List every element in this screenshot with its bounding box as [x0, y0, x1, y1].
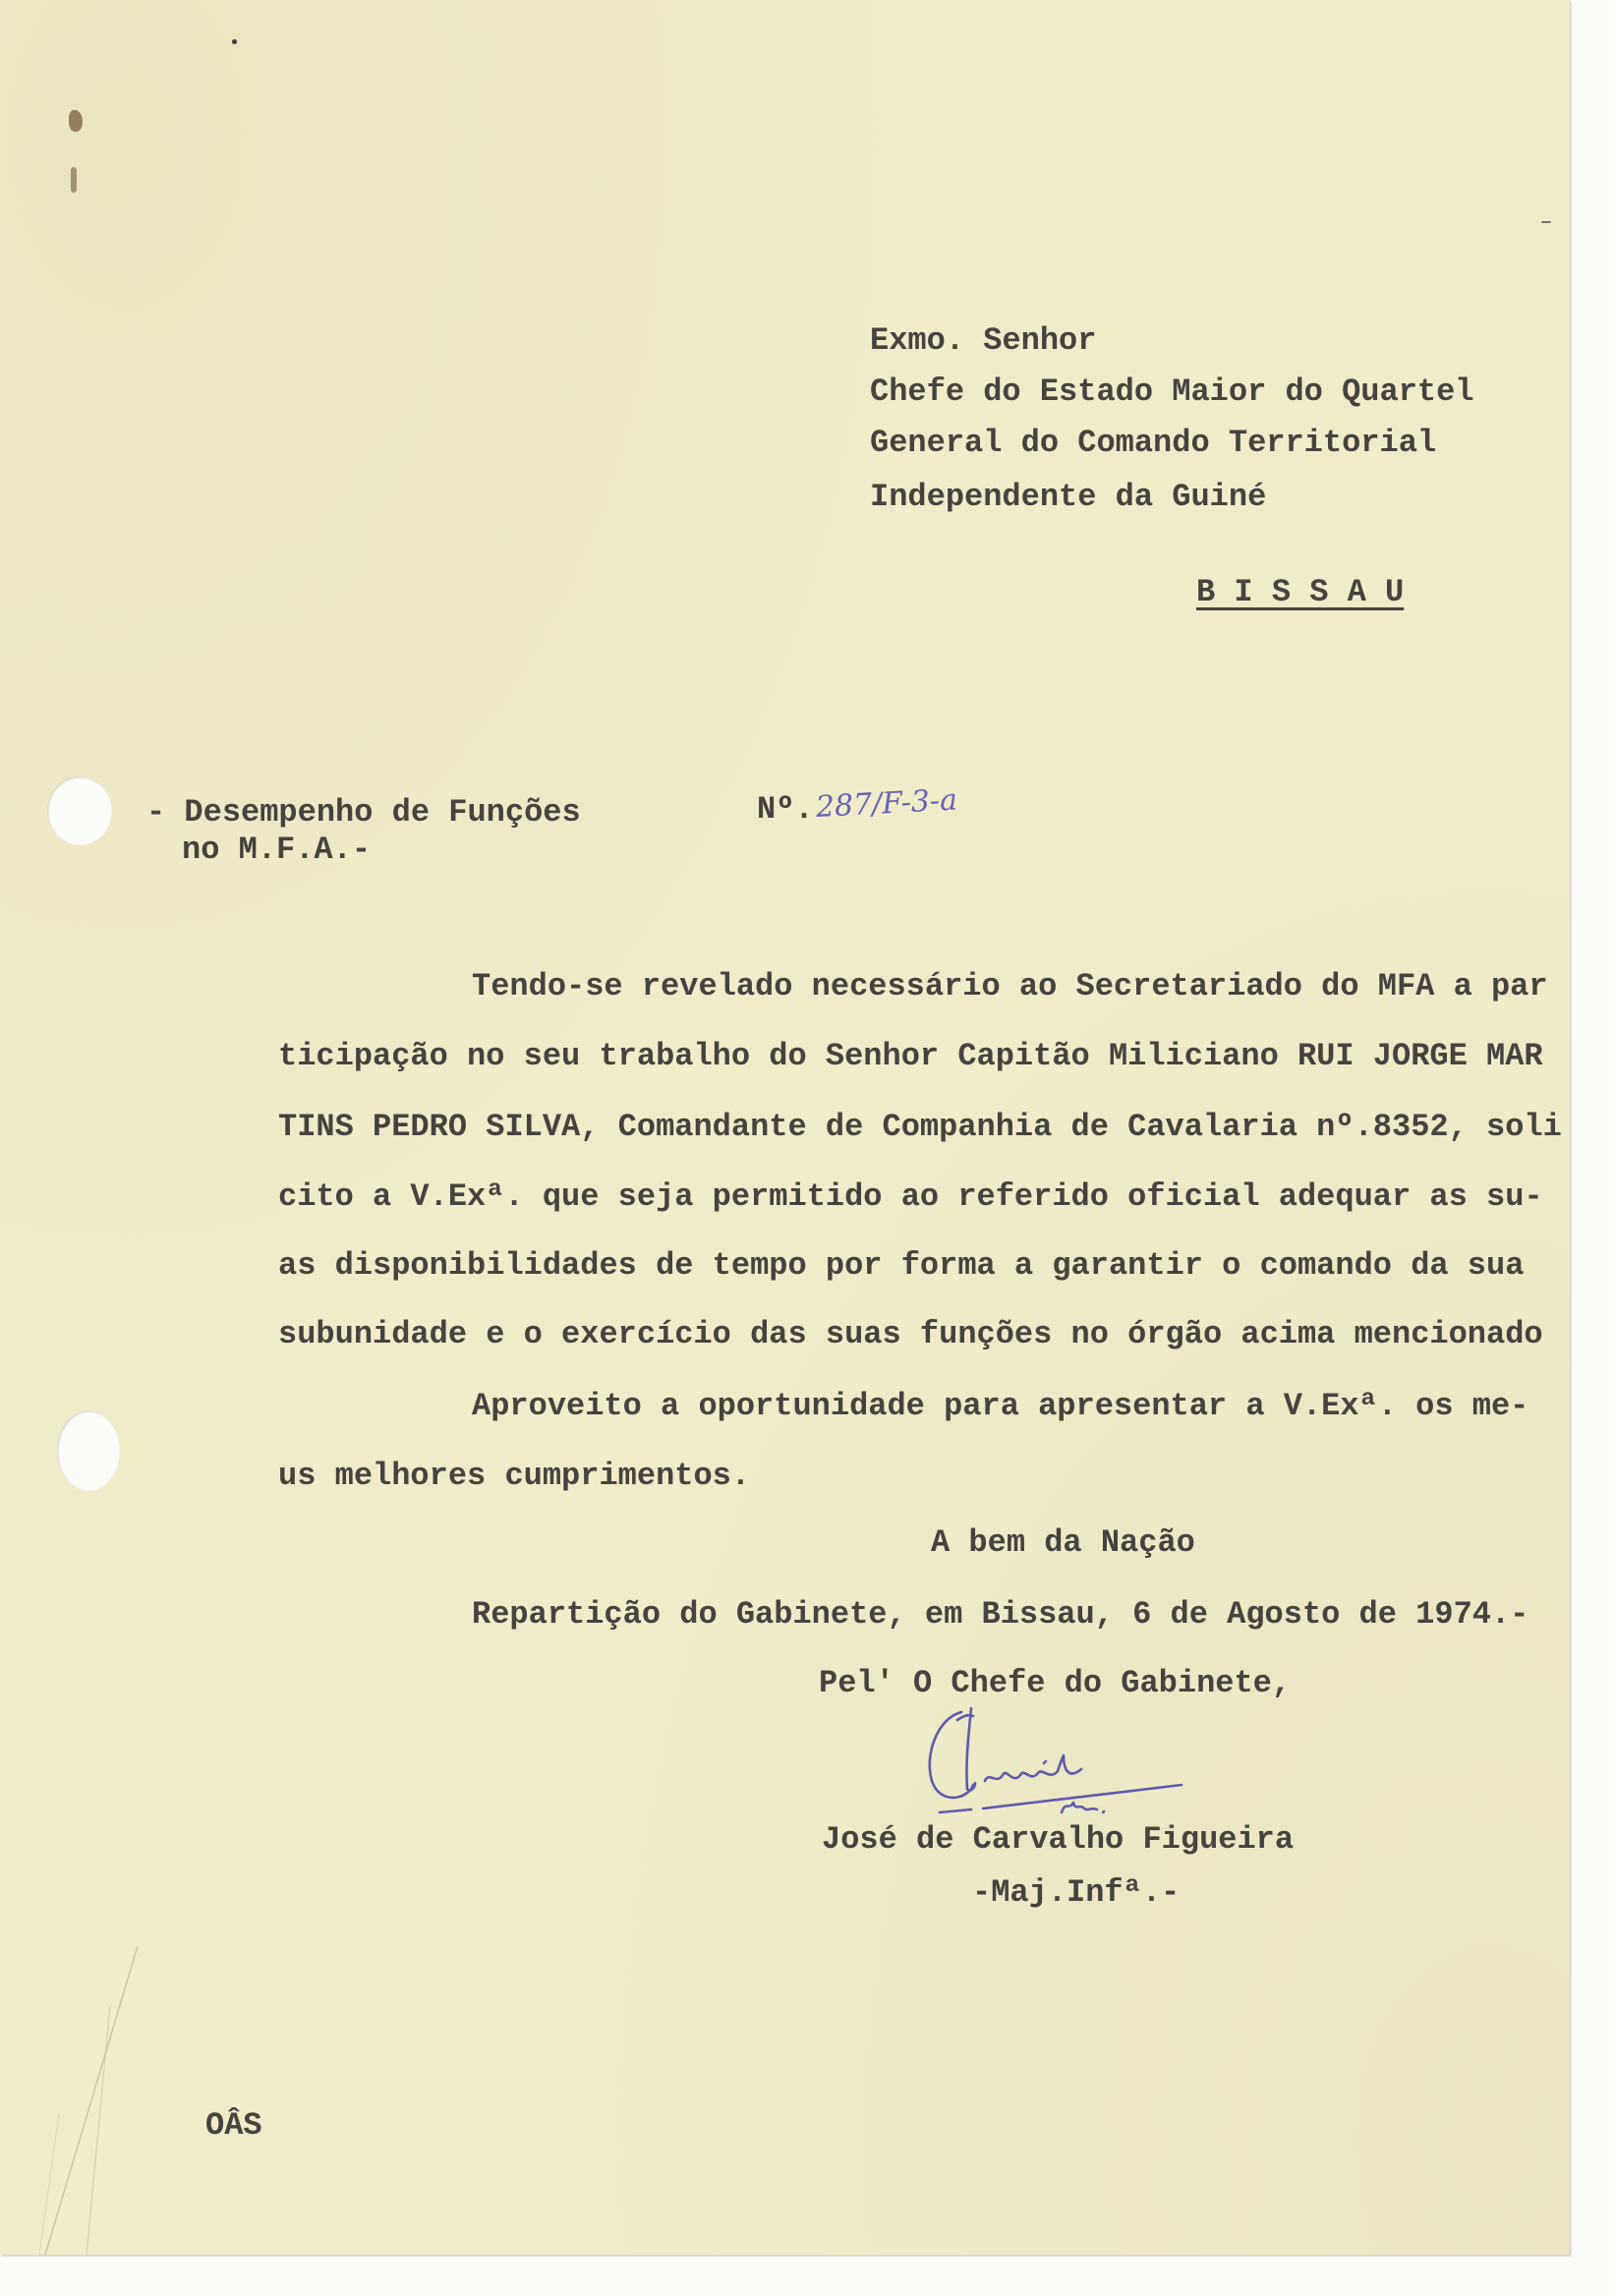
address-line: Chefe do Estado Maior do Quartel [870, 373, 1474, 410]
body-line: ticipação no seu trabalho do Senhor Capitão Miliciano RUI JORGE MAR [278, 1038, 1543, 1074]
staple-mark [71, 167, 77, 193]
reference-prefix: Nº. [757, 791, 814, 828]
body-line: cito a V.Exª. que seja permitido ao referido oficial adequar as su- [278, 1178, 1543, 1215]
address-city: B I S S A U [1196, 574, 1405, 610]
subject-line: no M.F.A.- [182, 832, 372, 868]
body-line: subunidade e o exercício das suas funções no órgão acima mencionado [278, 1316, 1543, 1352]
punch-hole-upper [47, 776, 112, 845]
address-salutation: Exmo. Senhor [870, 322, 1097, 359]
paper-fold-lines [0, 1917, 197, 2255]
typist-initials: OÂS [205, 2107, 262, 2144]
place-and-date: Repartição do Gabinete, em Bissau, 6 de Agosto de 1974.- [472, 1596, 1529, 1633]
address-line: General do Comando Territorial [870, 425, 1437, 461]
body-line: us melhores cumprimentos. [278, 1458, 751, 1494]
body-line: Aproveito a oportunidade para apresentar a V.Exª. os me- [472, 1388, 1529, 1424]
signatory-rank: -Maj.Infª.- [972, 1874, 1181, 1911]
body-line: Tendo-se revelado necessário ao Secretariado do MFA a par [472, 968, 1548, 1004]
handwritten-signature [914, 1691, 1209, 1838]
subject-line: - Desempenho de Funções [146, 794, 581, 831]
address-line: Independente da Guiné [870, 479, 1267, 515]
reference-handwritten-number: 287/F-3-a [815, 782, 958, 825]
ink-dot [232, 39, 237, 44]
closing-salutation: A bem da Nação [931, 1524, 1195, 1561]
punch-hole-lower [57, 1410, 120, 1491]
body-line: as disponibilidades de tempo por forma a garantir o comando da sua [278, 1247, 1525, 1284]
on-behalf-line: Pel' O Chefe do Gabinete, [819, 1665, 1292, 1701]
staple-mark [69, 110, 83, 132]
body-line: TINS PEDRO SILVA, Comandante de Companhia de Cavalaria nº.8352, soli [278, 1109, 1562, 1145]
signatory-name: José de Carvalho Figueira [822, 1821, 1295, 1858]
ink-dash [1541, 221, 1551, 223]
